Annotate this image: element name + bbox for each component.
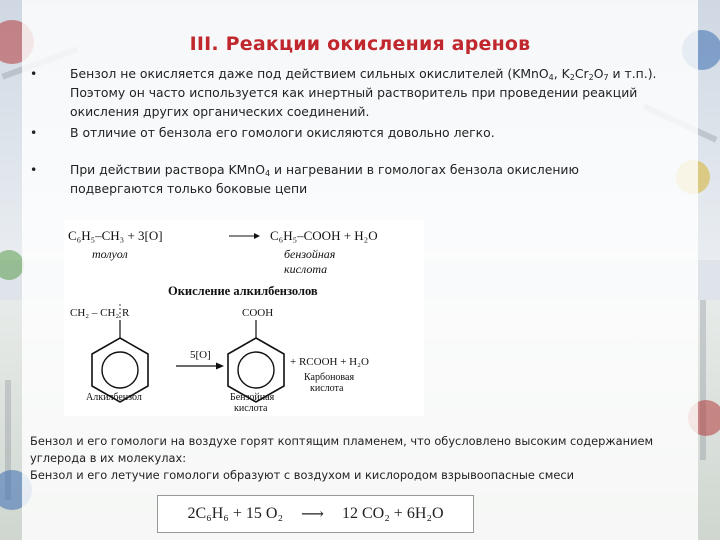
carboxylic-acid-label-2: кислота	[310, 383, 344, 394]
bullet-item: • В отличие от бензола его гомологи окисляются довольно легко.	[30, 125, 495, 140]
benzoic-label-2: кислота	[234, 403, 268, 414]
molecule-rod	[700, 300, 706, 460]
section-heading: Окисление алкилбензолов	[168, 284, 318, 298]
equation-lhs: 2C₆H₆ + 15 O₂	[187, 505, 284, 522]
oxidant-label: 5[O]	[190, 349, 211, 361]
alkylbenzene-label: Алкилбензол	[86, 392, 142, 403]
footer-line: углерода в их молекулах:	[30, 451, 187, 465]
toluene-equation-rhs: C₆H₅–COOH + H₂O	[270, 228, 378, 243]
benzoic-acid-label-1: бензойная	[284, 247, 336, 261]
bullet-marker: •	[30, 66, 38, 81]
bullet-marker: •	[30, 162, 38, 177]
benzoic-label-1: Бензойная	[230, 392, 275, 403]
bullet-list	[30, 64, 670, 198]
cooh-label: COOH	[242, 307, 274, 319]
molecule-ball	[0, 250, 24, 280]
alkyl-chain-label: CH₂ – CH₂ R	[70, 307, 130, 319]
bullet-item: • При действии раствора KMnO$_4$ и нагревании в гомологах бензола окислению подвергаются только боковые цепи	[30, 162, 579, 196]
bullet-item: • Бензол не окисляется даже под действием сильных окислителей (KMnO$_4$, $K_2Cr_2O_7$ и т.п.). Поэтому он часто используется как инертный растворитель при проведении реакций окисления других органических соединений.	[30, 66, 657, 119]
toluene-equation-lhs: C₆H₅–CH₃ + 3[O]	[68, 228, 163, 243]
equation-arrow: ⟶	[301, 506, 324, 523]
bullet-marker: •	[30, 125, 38, 140]
equation-rhs: 12 CO₂ + 6H₂O	[341, 505, 444, 522]
products-label: + RCOOH + H₂O	[290, 356, 369, 368]
carboxylic-acid-label-1: Карбоновая	[304, 372, 355, 383]
footer-line: Бензол и его летучие гомологи образуют с воздухом и кислородом взрывоопасные смеси	[30, 468, 575, 482]
benzoic-acid-label-2: кислота	[284, 262, 328, 276]
footer-line: Бензол и его гомологи на воздухе горят коптящим пламенем, что обусловлено высоким содержанием	[30, 434, 654, 448]
combustion-equation	[157, 495, 474, 533]
slide-title: III. Реакции окисления аренов	[189, 33, 531, 55]
toluene-label: толуол	[92, 247, 128, 261]
reaction-scheme-image	[64, 220, 424, 416]
footer-text	[30, 433, 690, 484]
